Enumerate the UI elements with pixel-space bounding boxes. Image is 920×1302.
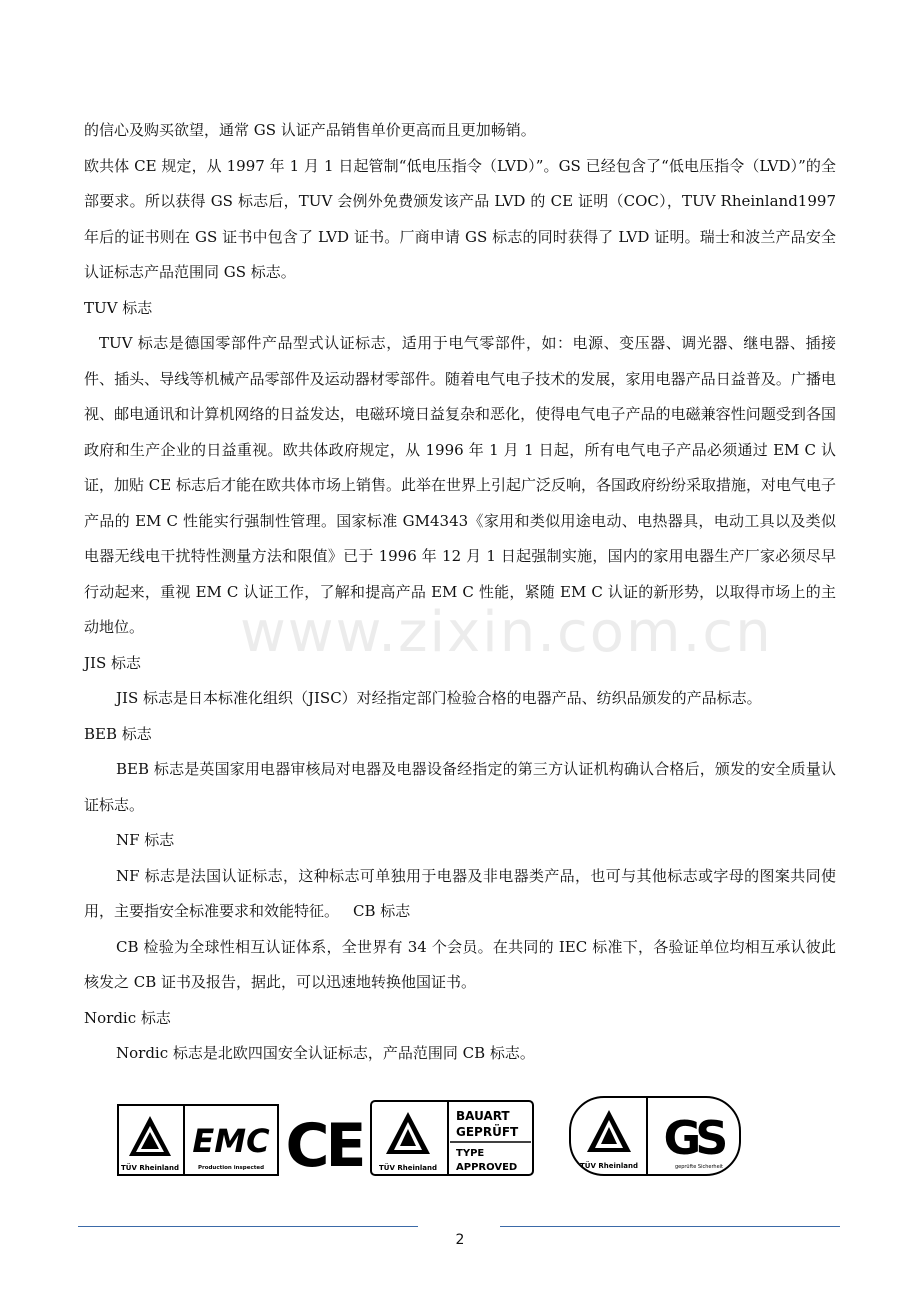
bauart-line3: TYPE (456, 1148, 485, 1159)
gs-caption: geprüfte Sicherheit (674, 1164, 724, 1170)
nf-text: NF 标志是法国认证标志，这种标志可单独用于电器及非电器类产品，也可与其他标志或字母的图案共同使用，主要指安全标准要求和效能特征。 (84, 866, 836, 920)
ce-text: CE (285, 1111, 363, 1174)
heading-nf: NF 标志 (116, 831, 175, 849)
emc-caption: Production inspected (197, 1165, 265, 1171)
paragraph: JIS 标志是日本标准化组织（JISC）对经指定部门检验合格的电器产品、纺织品颁发的产品标志。 (116, 689, 762, 707)
tuv-label: TÜV Rheinland (580, 1162, 638, 1170)
body-text (84, 113, 836, 1072)
paragraph: CB 检验为全球性相互认证体系，全世界有 34 个会员。在共同的 IEC 标准下，各验证单位均相互承认彼此核发之 CB 证书及报告，据此，可以迅速地转换他国证书。 (84, 937, 836, 991)
tuv-emc-logo (117, 1104, 279, 1176)
tuv-gs-logo (569, 1096, 741, 1176)
tuv-bauart-logo (370, 1100, 534, 1176)
footer-divider (78, 1226, 418, 1227)
heading-nordic: Nordic 标志 (84, 1008, 171, 1027)
footer-divider (500, 1226, 840, 1227)
bauart-line4: APPROVED (456, 1162, 518, 1173)
paragraph: TUV 标志是德国零部件产品型式认证标志，适用于电气零部件，如：电源、变压器、调光器、继电器、插接件、插头、导线等机械产品零部件及运动器材零部件。随着电气电子技术的发展，家用电器产品日益普及。广播电视、邮电通讯和计算机网络的日益发达，电磁环境日益复杂和恶化，使得电气电子产品的电磁兼容性问题受到各国政府和生产企业的日益重视。欧共体政府规定，从 1996 年 1 月 1 日起，所有电气电子产品必须通过 EM C 认证，加贴 CE 标志后才能在欧共体市场上销售。此举在世界上引起广泛反响，各国政府纷纷采取措施，对电气电子产品的 EM C 性能实行强制性管理。国家标准 GM4343《家用和类似用途电动、电热器具，电动工具以及类似电器无线电干扰特性测量方法和限值》已于 1996 年 12 月 1 日起强制实施，国内的家用电器生产厂家必须尽早行动起来，重视 EM C 认证工作，了解和提高产品 EM C 性能，紧随 EM C 认证的新形势，以取得市场上的主动地位。 (84, 334, 836, 636)
bauart-line1: BAUART (456, 1109, 510, 1123)
paragraph: 的信心及购买欲望，通常 GS 认证产品销售单价更高而且更加畅销。 (84, 121, 536, 139)
paragraph: Nordic 标志是北欧四国安全认证标志，产品范围同 CB 标志。 (116, 1044, 535, 1062)
bauart-line2: GEPRÜFT (456, 1125, 519, 1139)
heading-jis: JIS 标志 (84, 653, 141, 672)
paragraph: BEB 标志是英国家用电器审核局对电器及电器设备经指定的第三方认证机构确认合格后，颁发的安全质量认证标志。 (84, 760, 836, 814)
watermark: www.zixin.com.cn (240, 600, 773, 665)
certification-logos (117, 1096, 777, 1180)
paragraph (84, 859, 836, 930)
heading-tuv: TUV 标志 (84, 298, 153, 317)
tuv-label: TÜV Rheinland (379, 1164, 437, 1172)
page-number: 2 (455, 1232, 465, 1248)
tuv-label: TÜV Rheinland (121, 1164, 179, 1172)
ce-logo (285, 1108, 363, 1174)
paragraph: 欧共体 CE 规定，从 1997 年 1 月 1 日起管制“低电压指令（LVD）”。GS 已经包含了“低电压指令（LVD）”的全部要求。所以获得 GS 标志后，TUV 会例外免费颁发该产品 LVD 的 CE 证明（COC），TUV Rheinland1997 年后的证书则在 GS 证书中包含了 LVD 证书。厂商申请 GS 标志的同时获得了 LVD 证明。瑞士和波兰产品安全认证标志产品范围同 GS 标志。 (84, 156, 836, 281)
heading-beb: BEB 标志 (84, 724, 152, 743)
emc-text: EMC (192, 1122, 270, 1160)
heading-cb: CB 标志 (353, 902, 411, 920)
gs-text: GS (663, 1111, 723, 1165)
